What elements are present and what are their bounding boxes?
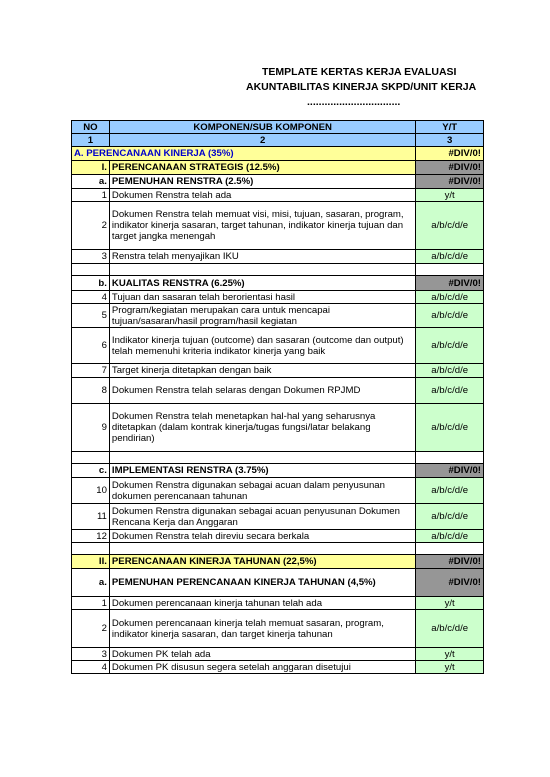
row-answer[interactable]: a/b/c/d/e bbox=[416, 530, 484, 543]
row-no: 2 bbox=[72, 202, 110, 250]
spacer-row bbox=[72, 452, 484, 464]
row-text: Target kinerja ditetapkan dengan baik bbox=[109, 364, 415, 378]
row-text: Dokumen Renstra telah memuat visi, misi, tujuan, sasaran, program, indikator kinerja sasaran, target tahunan, indikator kinerja tujuan dan target jangka menengah bbox=[109, 202, 415, 250]
doc-title-line2: AKUNTABILITAS KINERJA SKPD/UNIT KERJA bbox=[246, 81, 477, 93]
table-row bbox=[72, 597, 484, 610]
row-no: a. bbox=[72, 175, 110, 189]
row-no: 11 bbox=[72, 504, 110, 530]
row-answer[interactable]: y/t bbox=[416, 189, 484, 202]
row-answer[interactable]: y/t bbox=[416, 661, 484, 674]
row-value: #DIV/0! bbox=[416, 569, 484, 597]
row-answer[interactable]: a/b/c/d/e bbox=[416, 504, 484, 530]
row-answer[interactable]: y/t bbox=[416, 597, 484, 610]
row-no: 4 bbox=[72, 661, 110, 674]
table-row bbox=[72, 304, 484, 328]
table-row bbox=[72, 202, 484, 250]
row-no: II. bbox=[72, 555, 110, 569]
section-a-value: #DIV/0! bbox=[416, 147, 484, 161]
row-no: a. bbox=[72, 569, 110, 597]
table-row bbox=[72, 648, 484, 661]
row-text: Dokumen Renstra digunakan sebagai acuan dalam penyusunan dokumen perencanaan tahunan bbox=[109, 478, 415, 504]
row-no: 6 bbox=[72, 328, 110, 364]
row-title: PERENCANAAN KINERJA TAHUNAN (22,5%) bbox=[109, 555, 415, 569]
row-no: I. bbox=[72, 161, 110, 175]
row-no: 3 bbox=[72, 250, 110, 264]
row-text: Dokumen Renstra telah menetapkan hal-hal yang seharusnya ditetapkan (dalam kontrak kinerja/tugas fungsi/latar belakang pendirian) bbox=[109, 404, 415, 452]
section-a-title: A. PERENCANAAN KINERJA (35%) bbox=[72, 147, 416, 161]
row-text: Dokumen Renstra telah direviu secara berkala bbox=[109, 530, 415, 543]
row-no: 3 bbox=[72, 648, 110, 661]
table-row bbox=[72, 661, 484, 674]
table-row bbox=[72, 404, 484, 452]
row-text: Dokumen PK telah ada bbox=[109, 648, 415, 661]
section-II-row bbox=[72, 555, 484, 569]
row-no: 4 bbox=[72, 291, 110, 304]
row-answer[interactable]: a/b/c/d/e bbox=[416, 202, 484, 250]
row-text: Dokumen Renstra telah ada bbox=[109, 189, 415, 202]
row-answer[interactable]: a/b/c/d/e bbox=[416, 364, 484, 378]
table-row bbox=[72, 378, 484, 404]
table-row bbox=[72, 610, 484, 648]
row-answer[interactable]: a/b/c/d/e bbox=[416, 404, 484, 452]
row-no: 7 bbox=[72, 364, 110, 378]
table-row bbox=[72, 530, 484, 543]
spacer-row bbox=[72, 264, 484, 276]
row-no: 9 bbox=[72, 404, 110, 452]
table-row bbox=[72, 291, 484, 304]
row-value: #DIV/0! bbox=[416, 555, 484, 569]
col-header-no: NO bbox=[72, 121, 110, 134]
subsection-c-row bbox=[72, 464, 484, 478]
row-value: #DIV/0! bbox=[416, 175, 484, 189]
table-row bbox=[72, 504, 484, 530]
row-answer[interactable]: y/t bbox=[416, 648, 484, 661]
table-row bbox=[72, 328, 484, 364]
row-text: Dokumen perencanaan kinerja tahunan telah ada bbox=[109, 597, 415, 610]
row-text: Indikator kinerja tujuan (outcome) dan sasaran (outcome dan output) telah memenuhi kriteria indikator kinerja yang baik bbox=[109, 328, 415, 364]
row-no: 1 bbox=[72, 597, 110, 610]
row-title: PEMENUHAN RENSTRA (2.5%) bbox=[109, 175, 415, 189]
doc-title-line3: ................................ bbox=[307, 96, 401, 108]
col-header-yt: Y/T bbox=[416, 121, 484, 134]
row-text: Renstra telah menyajikan IKU bbox=[109, 250, 415, 264]
row-text: Dokumen PK disusun segera setelah anggaran disetujui bbox=[109, 661, 415, 674]
row-no: 1 bbox=[72, 189, 110, 202]
table-row bbox=[72, 364, 484, 378]
table-row bbox=[72, 189, 484, 202]
row-text: Dokumen perencanaan kinerja telah memuat sasaran, program, indikator kinerja sasaran, dan target kinerja tahunan bbox=[109, 610, 415, 648]
table-row bbox=[72, 250, 484, 264]
row-no: 2 bbox=[72, 610, 110, 648]
col-number-1: 1 bbox=[72, 134, 110, 147]
row-no: 10 bbox=[72, 478, 110, 504]
row-answer[interactable]: a/b/c/d/e bbox=[416, 250, 484, 264]
row-title: IMPLEMENTASI RENSTRA (3.75%) bbox=[109, 464, 415, 478]
row-answer[interactable]: a/b/c/d/e bbox=[416, 378, 484, 404]
subsection-a2-row bbox=[72, 569, 484, 597]
subsection-a-row bbox=[72, 175, 484, 189]
row-no: 8 bbox=[72, 378, 110, 404]
row-title: KUALITAS RENSTRA (6.25%) bbox=[109, 276, 415, 291]
row-value: #DIV/0! bbox=[416, 464, 484, 478]
row-answer[interactable]: a/b/c/d/e bbox=[416, 304, 484, 328]
doc-title-line1: TEMPLATE KERTAS KERJA EVALUASI bbox=[262, 66, 457, 78]
row-value: #DIV/0! bbox=[416, 161, 484, 175]
table-header-row bbox=[72, 121, 484, 134]
spacer-row bbox=[72, 543, 484, 555]
row-title: PEMENUHAN PERENCANAAN KINERJA TAHUNAN (4,5%) bbox=[109, 569, 415, 597]
row-value: #DIV/0! bbox=[416, 276, 484, 291]
subsection-b-row bbox=[72, 276, 484, 291]
col-header-komponen: KOMPONEN/SUB KOMPONEN bbox=[109, 121, 415, 134]
row-no: b. bbox=[72, 276, 110, 291]
table-row bbox=[72, 478, 484, 504]
row-text: Dokumen Renstra digunakan sebagai acuan penyusunan Dokumen Rencana Kerja dan Anggaran bbox=[109, 504, 415, 530]
row-no: 5 bbox=[72, 304, 110, 328]
section-I-row bbox=[72, 161, 484, 175]
row-title: PERENCANAAN STRATEGIS (12.5%) bbox=[109, 161, 415, 175]
evaluation-worksheet-table bbox=[71, 120, 484, 674]
col-number-2: 2 bbox=[109, 134, 415, 147]
table-number-row bbox=[72, 134, 484, 147]
row-no: c. bbox=[72, 464, 110, 478]
row-answer[interactable]: a/b/c/d/e bbox=[416, 328, 484, 364]
row-answer[interactable]: a/b/c/d/e bbox=[416, 291, 484, 304]
row-text: Program/kegiatan merupakan cara untuk mencapai tujuan/sasaran/hasil program/hasil kegiatan bbox=[109, 304, 415, 328]
row-text: Tujuan dan sasaran telah berorientasi hasil bbox=[109, 291, 415, 304]
row-answer[interactable]: a/b/c/d/e bbox=[416, 478, 484, 504]
row-no: 12 bbox=[72, 530, 110, 543]
row-answer[interactable]: a/b/c/d/e bbox=[416, 610, 484, 648]
row-text: Dokumen Renstra telah selaras dengan Dokumen RPJMD bbox=[109, 378, 415, 404]
section-a-row bbox=[72, 147, 484, 161]
col-number-3: 3 bbox=[416, 134, 484, 147]
